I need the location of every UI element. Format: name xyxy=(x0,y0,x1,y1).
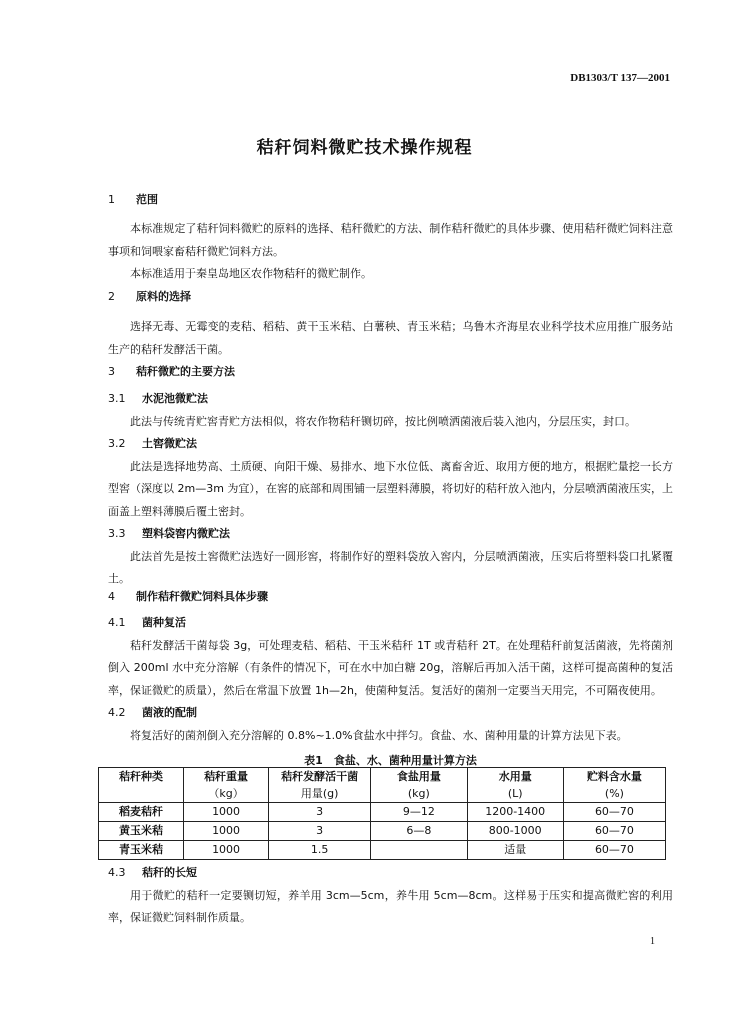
table-cell: 3 xyxy=(269,803,371,822)
unit-cell xyxy=(99,785,184,803)
subsection-title: 塑料袋窖内微贮法 xyxy=(142,527,230,540)
header-cell: 食盐用量 xyxy=(371,768,467,786)
unit-cell: （kg） xyxy=(184,785,269,803)
section-number: 1 xyxy=(108,193,115,206)
subsection-number: 3.3 xyxy=(108,527,126,540)
subsection-heading xyxy=(108,612,673,635)
unit-cell: 用量(g) xyxy=(269,785,371,803)
section-2 xyxy=(108,286,673,309)
table-cell: 1000 xyxy=(184,841,269,860)
section-heading xyxy=(108,286,673,309)
document-title: 秸秆饲料微贮技术操作规程 xyxy=(256,138,473,158)
table-cell xyxy=(371,841,467,860)
section-3-body xyxy=(108,388,673,591)
paragraph: 此法首先是按土窖微贮法选好一圆形窖，将制作好的塑料袋放入窖内，分层喷洒菌液，压实后将塑料袋口扎紧覆土。 xyxy=(108,549,673,585)
subsection-title: 秸秆的长短 xyxy=(142,866,197,879)
section-heading xyxy=(108,586,673,609)
paragraph: 此法是选择地势高、土质硬、向阳干燥、易排水、地下水位低、离畜舍近、取用方便的地方，根据贮量挖一长方型窖（深度以 2m—3m 为宜），在窖的底部和周围铺一层塑料薄膜，将切好的秸秆放入池内，分层喷洒菌液压实，上面盖上塑料薄膜后覆土密封。 xyxy=(108,459,673,518)
paragraph: 将复活好的菌剂倒入充分溶解的 0.8%~1.0%食盐水中拌匀。食盐、水、菌种用量的计算方法见下表。 xyxy=(130,728,628,742)
section-heading xyxy=(108,189,673,212)
section-title: 范围 xyxy=(136,193,158,206)
table-cell: 1000 xyxy=(184,803,269,822)
section-4 xyxy=(108,586,673,609)
section-4-body xyxy=(108,612,673,747)
table-row xyxy=(99,841,666,860)
header-cell: 秸秆重量 xyxy=(184,768,269,786)
subsection-heading xyxy=(108,388,673,411)
header-cell: 秸秆发酵活干菌 xyxy=(269,768,371,786)
table-cell: 1200-1400 xyxy=(467,803,563,822)
paragraph: 秸秆发酵活干菌每袋 3g，可处理麦秸、稻秸、干玉米秸秆 1T 或青秸秆 2T。在处理秸秆前复活菌液，先将菌剂倒入 200ml 水中充分溶解（有条件的情况下，可在水中加白糖 20g，溶解后再加入活干菌，这样可提高菌种的复活率，保证微贮的质量），然后在常温下放置 1h—2h，使菌种复活。复活好的菌剂一定要当天用完，不可隔夜使用。 xyxy=(108,638,673,697)
paragraph: 选择无毒、无霉变的麦秸、稻秸、黄干玉米秸、白薯秧、青玉米秸；乌鲁木齐海星农业科学技术应用推广服务站生产的秸秆发酵活干菌。 xyxy=(108,320,673,356)
table-cell: 黄玉米秸 xyxy=(99,822,184,841)
standard-code: DB1303/T 137—2001 xyxy=(570,72,670,84)
section-1 xyxy=(108,189,673,212)
table-cell: 6—8 xyxy=(371,822,467,841)
subsection-number: 4.3 xyxy=(108,866,126,879)
paragraph: 本标准规定了秸秆饲料微贮的原料的选择、秸秆微贮的方法、制作秸秆微贮的具体步骤、使用秸秆微贮饲料注意事项和饲喂家畜秸秆微贮饲料方法。 xyxy=(108,222,673,258)
header-cell: 秸秆种类 xyxy=(99,768,184,786)
section-number: 3 xyxy=(108,365,115,378)
subsection-title: 菌种复活 xyxy=(142,616,186,629)
subsection-heading xyxy=(108,702,673,725)
table-cell: 60—70 xyxy=(563,841,665,860)
section-3 xyxy=(108,361,673,384)
table-cell: 青玉米秸 xyxy=(99,841,184,860)
subsection-number: 4.1 xyxy=(108,616,126,629)
section-title: 秸秆微贮的主要方法 xyxy=(136,365,235,378)
paragraph: 用于微贮的秸秆一定要铡切短，养羊用 3cm—5cm，养牛用 5cm—8cm。这样易于压实和提高微贮窖的利用率，保证微贮饲料制作质量。 xyxy=(108,888,673,924)
subsection-number: 4.2 xyxy=(108,706,126,719)
header-cell: 贮料含水量 xyxy=(563,768,665,786)
paragraph: 本标准适用于秦皇岛地区农作物秸秆的微贮制作。 xyxy=(130,267,372,280)
subsection-title: 水泥池微贮法 xyxy=(142,392,208,405)
usage-table xyxy=(98,767,666,860)
subsection-heading xyxy=(108,862,673,885)
subsection-number: 3.2 xyxy=(108,437,126,450)
section-heading xyxy=(108,361,673,384)
subsection-heading xyxy=(108,523,673,546)
table-cell: 60—70 xyxy=(563,803,665,822)
section-number: 2 xyxy=(108,290,115,303)
subsection-title: 土窖微贮法 xyxy=(142,437,197,450)
subsection-title: 菌液的配制 xyxy=(142,706,197,719)
table-row xyxy=(99,803,666,822)
unit-cell: (%) xyxy=(563,785,665,803)
table-row xyxy=(99,822,666,841)
unit-cell: (L) xyxy=(467,785,563,803)
section-1-body xyxy=(108,218,673,286)
table-units-row xyxy=(99,785,666,803)
table-cell: 1000 xyxy=(184,822,269,841)
section-title: 原料的选择 xyxy=(136,290,191,303)
section-number: 4 xyxy=(108,590,115,603)
table-caption: 表1 食盐、水、菌种用量计算方法 xyxy=(304,754,477,767)
subsection-heading xyxy=(108,433,673,456)
table-cell: 800-1000 xyxy=(467,822,563,841)
section-title: 制作秸秆微贮饲料具体步骤 xyxy=(136,590,268,603)
subsection-number: 3.1 xyxy=(108,392,126,405)
table-cell: 3 xyxy=(269,822,371,841)
section-4-3 xyxy=(108,862,673,930)
header-cell: 水用量 xyxy=(467,768,563,786)
paragraph: 此法与传统青贮窖青贮方法相似，将农作物秸秆铡切碎，按比例喷洒菌液后装入池内，分层压实，封口。 xyxy=(130,414,636,428)
table-cell: 稻麦秸秆 xyxy=(99,803,184,822)
table-header-row xyxy=(99,768,666,786)
table-cell: 适量 xyxy=(467,841,563,860)
unit-cell: (kg) xyxy=(371,785,467,803)
table-cell: 9—12 xyxy=(371,803,467,822)
section-2-body xyxy=(108,316,673,361)
table-cell: 60—70 xyxy=(563,822,665,841)
page-number: 1 xyxy=(650,936,655,947)
table-cell: 1.5 xyxy=(269,841,371,860)
